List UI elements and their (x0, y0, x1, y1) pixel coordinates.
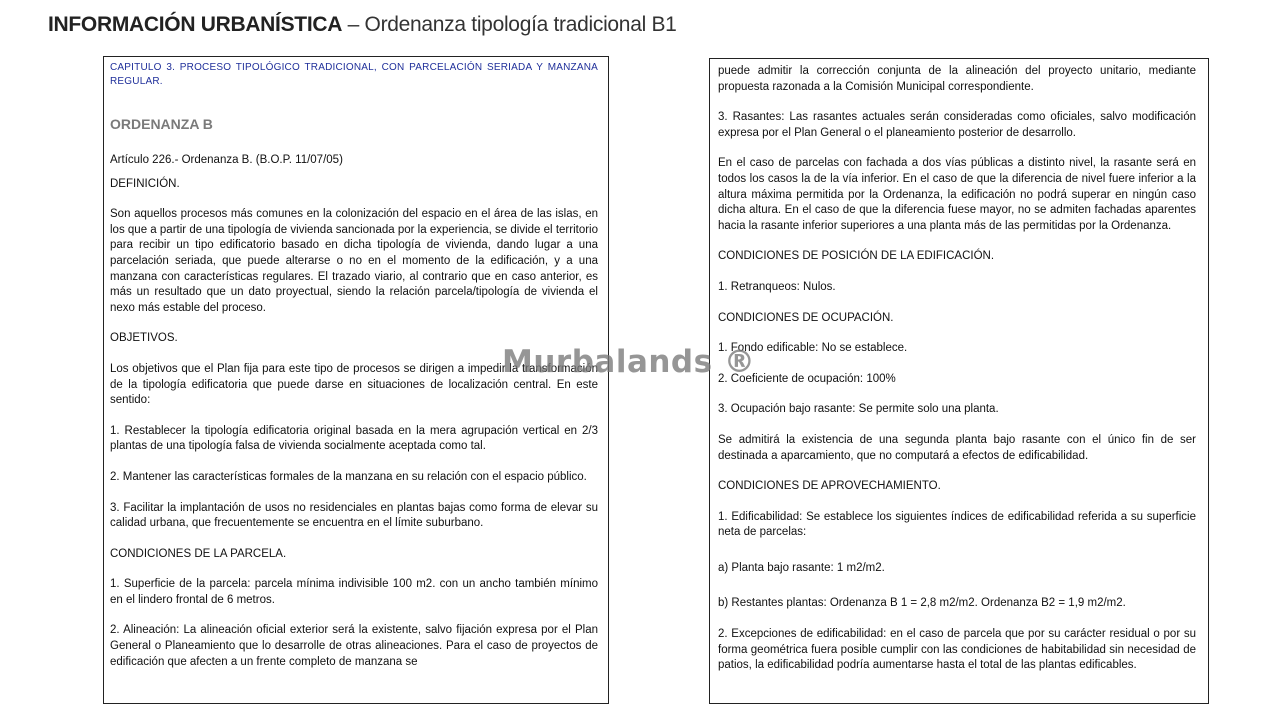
definicion-paragraph: Son aquellos procesos más comunes en la colonización del espacio en el área de las islas, en los que a partir de una tipología de vivienda sancionada por la experiencia, se divide el territorio para recibir un tipo edificatorio basado en dicha tipología de vivienda, dando lugar a una parcelación seriada, que puede alterarse o no en el momento de la edificación, y a una manzana con características regulares. El trazado viario, al contrario que en caso anterior, es más un resultado que un dato proyectual, siendo la relación parcela/tipología de vivienda el nexo más estable del proceso. (110, 208, 598, 314)
slide-title (48, 12, 677, 38)
parcela-1: 1. Superficie de la parcela: parcela mínima indivisible 100 m2. con un ancho también mínimo en el lindero frontal de 6 metros. (110, 578, 598, 606)
title-bold: INFORMACIÓN URBANÍSTICA (48, 13, 343, 36)
aprovechamiento-heading: CONDICIONES DE APROVECHAMIENTO. (718, 480, 941, 493)
segunda-planta-paragraph: Se admitirá la existencia de una segunda planta bajo rasante con el único fin de ser destinada a aparcamiento, que no computará a efectos de edificabilidad. (718, 433, 1196, 462)
ordenanza-heading: ORDENANZA B (110, 116, 213, 132)
chapter-heading: CAPITULO 3. PROCESO TIPOLÓGICO TRADICIONAL, CON PARCELACIÓN SERIADA Y MANZANA REGULAR. (110, 62, 598, 87)
objetivo-2: 2. Mantener las características formales de la manzana en su relación con el espacio público. (110, 470, 587, 483)
document-page-left (103, 56, 609, 704)
objetivos-heading: OBJETIVOS. (110, 332, 178, 345)
watermark: Murbalands ® (502, 344, 756, 380)
excepciones-paragraph: 2. Excepciones de edificabilidad: en el caso de parcela que por su carácter residual o por su forma geométrica fuera posible cumplir con las condiciones de habitabilidad sin necesidad de patios, la edificabilidad podría aumentarse hasta el total de las plantas edificables. (718, 628, 1196, 672)
parcela-heading: CONDICIONES DE LA PARCELA. (110, 547, 287, 560)
retranqueos-text: 1. Retranqueos: Nulos. (718, 280, 836, 293)
title-rest: Ordenanza tipología tradicional B1 (364, 13, 677, 36)
posicion-heading: CONDICIONES DE POSICIÓN DE LA EDIFICACIÓN. (718, 250, 995, 263)
restantes-text: b) Restantes plantas: Ordenanza B 1 = 2,8 m2/m2. Ordenanza B2 = 1,9 m2/m2. (718, 597, 1126, 610)
coeficiente-text: 2. Coeficiente de ocupación: 100% (718, 372, 896, 385)
bajo-rasante-text: 3. Ocupación bajo rasante: Se permite solo una planta. (718, 403, 999, 416)
definicion-heading: DEFINICIÓN. (110, 177, 180, 190)
objetivo-3: 3. Facilitar la implantación de usos no residenciales en plantas bajas como forma de elevar su calidad urbana, que frecuentemente se encuentra en el límite suburbano. (110, 501, 598, 530)
fondo-text: 1. Fondo edificable: No se establece. (718, 342, 908, 355)
objetivos-paragraph: Los objetivos que el Plan fija para este tipo de procesos se dirigen a impedir la transformación de la tipología edificatoria que puede darse en situaciones de localización central. En este sentido: (110, 362, 598, 407)
rasantes-paragraph: 3. Rasantes: Las rasantes actuales serán consideradas como oficiales, salvo modificación expresa por el Plan General o el planeamiento posterior de desarrollo. (718, 111, 1196, 139)
document-page-right (709, 58, 1209, 704)
ocupacion-heading: CONDICIONES DE OCUPACIÓN. (718, 311, 894, 324)
objetivo-1: 1. Restablecer la tipología edificatoria original basada en la mera agrupación vertical en 2/3 plantas de una tipología falsa de vivienda socialmente aceptada como tal. (110, 424, 598, 453)
parcela-2: 2. Alineación: La alineación oficial exterior será la existente, salvo fijación expresa por el Plan General o Planeamiento que lo desarrolle de otras alineaciones. Para el caso de proyectos de edificación que afecten a un frente completo de manzana se (110, 624, 598, 668)
title-separator: – (342, 13, 365, 36)
planta-bajo-text: a) Planta bajo rasante: 1 m2/m2. (718, 561, 885, 574)
articulo-text: Artículo 226.- Ordenanza B. (B.O.P. 11/07/05) (110, 154, 343, 166)
edificabilidad-paragraph: 1. Edificabilidad: Se establece los siguientes índices de edificabilidad referida a su superficie neta de parcelas: (718, 510, 1196, 539)
alineacion-continuation: puede admitir la corrección conjunta de la alineación del proyecto unitario, mediante propuesta razonada a la Comisión Municipal correspondiente. (718, 65, 1196, 93)
fachada-paragraph: En el caso de parcelas con fachada a dos vías públicas a distinto nivel, la rasante será en todos los casos la de la vía inferior. En el caso de que la diferencia de nivel fuere inferior a la altura máxima permitida por la Ordenanza, la edificación no podrá superar en ningún caso dicha altura. En el caso de que la diferencia fuese mayor, no se admiten fachadas aparentes hacia la rasante inferior superiores a una planta más de las permitidas por la Ordenanza. (718, 157, 1196, 232)
